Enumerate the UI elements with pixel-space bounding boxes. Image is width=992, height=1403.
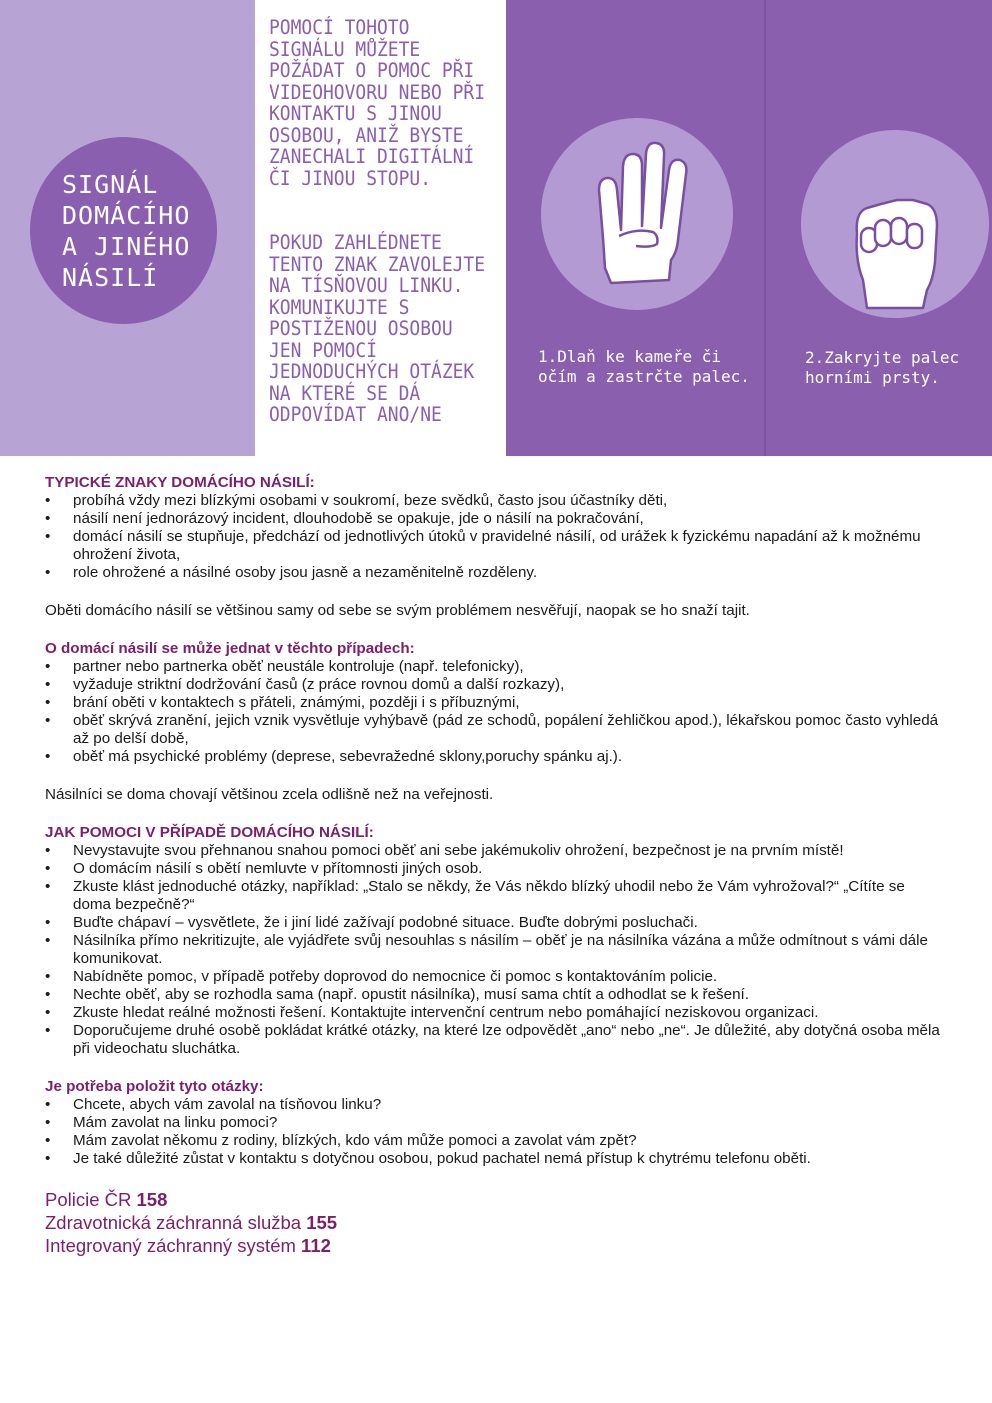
list-item: • Nechte oběť, aby se rozhodla sama (např. opustit násilníka), musí sama chtít a odhodlat se k řešení. — [45, 986, 945, 1004]
contact-number: 112 — [301, 1235, 331, 1256]
list-item: • Chcete, abych vám zavolal na tísňovou linku? — [45, 1096, 945, 1114]
list-item: • Násilníka přímo nekritizujte, ale vyjádřete svůj nesouhlas s násilím – oběť je na násilníka vázána a může odmítnout s vámi dále komunikovat. — [45, 932, 945, 968]
list-item: • Doporučujeme druhé osobě pokládat krátké otázky, na které lze odpovědět „ano“ nebo „ne“. Je důležité, aby dotyčná osoba měla při videochatu sluchátka. — [45, 1022, 945, 1058]
signal-banner — [0, 0, 992, 456]
contact-rescue-system — [45, 1234, 945, 1257]
banner-title: SIGNÁL DOMÁCÍHO A JINÉHO NÁSILÍ — [62, 169, 191, 292]
list-item: • Nabídněte pomoc, v případě potřeby doprovod do nemocnice či pomoc s kontaktováním policie. — [45, 968, 945, 986]
list-item: • oběť má psychické problémy (deprese, sebevražedné sklony,poruchy spánku aj.). — [45, 748, 945, 766]
contact-label: Integrovaný záchranný systém — [45, 1235, 296, 1256]
contact-number: 155 — [306, 1212, 338, 1233]
list-item: • Buďte chápaví – vysvětlete, že i jiní lidé zažívají podobné situace. Buďte dobrými posluchači. — [45, 914, 945, 932]
list-item: • Zkuste hledat reálné možnosti řešení. Kontaktujte intervenční centrum nebo pomáhající neziskovou organizaci. — [45, 1004, 945, 1022]
list-item: • vyžaduje striktní dodržování časů (z práce rovnou domů a další rozkazy), — [45, 676, 945, 694]
list-item: • Nevystavujte svou přehnanou snahou pomoci oběť ani sebe jakémukoliv ohrožení, bezpečnost je na prvním místě! — [45, 842, 945, 860]
contact-police — [45, 1188, 945, 1211]
emergency-numbers — [45, 1188, 945, 1257]
contact-label: Policie ČR — [45, 1189, 132, 1210]
list-item: • násilí není jednorázový incident, dlouhodobě se opakuje, jde o násilí na pokračování, — [45, 510, 945, 528]
list-item: • oběť skrývá zranění, jejich vznik vysvětluje vyhýbavě (pád ze schodů, popálení žehličkou apod.), lékařskou pomoc často vyhledá až po delší době, — [45, 712, 945, 748]
contact-number: 158 — [136, 1189, 168, 1210]
closed-fist-hand-icon — [801, 130, 989, 318]
help-heading: JAK POMOCI V PŘÍPADĚ DOMÁCÍHO NÁSILÍ: — [45, 824, 374, 841]
contact-ambulance — [45, 1211, 945, 1234]
open-palm-hand-icon — [541, 118, 733, 310]
banner-middle-panel — [255, 0, 506, 456]
cases-heading: O domácí násilí se může jednat v těchto případech: — [45, 640, 415, 657]
signs-heading: TYPICKÉ ZNAKY DOMÁCÍHO NÁSILÍ: — [45, 474, 315, 491]
list-item: • Mám zavolat někomu z rodiny, blízkých, kdo vám může pomoci a zavolat vám zpět? — [45, 1132, 945, 1150]
banner-left-panel — [0, 0, 255, 456]
list-item: • Je také důležité zůstat v kontaktu s dotyčnou osobou, pokud pachatel nemá přístup k chytrému telefonu oběti. — [45, 1150, 945, 1168]
list-item: • brání oběti v kontaktech s přáteli, známými, později i s příbuznými, — [45, 694, 945, 712]
cases-list — [45, 658, 945, 766]
signs-list — [45, 492, 945, 582]
main-content — [45, 474, 945, 1257]
questions-heading: Je potřeba položit tyto otázky: — [45, 1078, 264, 1095]
list-item: • role ohrožené a násilné osoby jsou jasně a nezaměnitelně rozděleny. — [45, 564, 945, 582]
list-item: • probíhá vždy mezi blízkými osobami v soukromí, beze svědků, často jsou účastníky děti, — [45, 492, 945, 510]
banner-intro-text: POMOCÍ TOHOTO SIGNÁLU MŮŽETE POŽÁDAT O POMOC PŘI VIDEOHOVORU NEBO PŘI KONTAKTU S JINOU OSOBOU, ANIŽ BYSTE ZANECHALI DIGITÁLNÍ ČI JINOU STOPU. — [269, 16, 486, 190]
list-item: • partner nebo partnerka oběť neustále kontroluje (např. telefonicky), — [45, 658, 945, 676]
step-divider — [764, 0, 766, 456]
list-item: • O domácím násilí s obětí nemluvte v přítomnosti jiných osob. — [45, 860, 945, 878]
victims-note: Oběti domácího násilí se většinou samy od sebe se svým problémem nesvěřují, naopak se ho snaží tajit. — [45, 602, 750, 619]
list-item: • Zkuste klást jednoduché otázky, například: „Stalo se někdy, že Vás někdo blízký uhodil nebo že Vám vyhrožoval?“ „Cítíte se doma bezpečně?“ — [45, 878, 945, 914]
questions-list — [45, 1096, 945, 1168]
step-2-caption: 2.Zakryjte palec horními prsty. — [805, 348, 960, 387]
contact-label: Zdravotnická záchranná služba — [45, 1212, 302, 1233]
banner-advice-text: POKUD ZAHLÉDNETE TENTO ZNAK ZAVOLEJTE NA TÍSŇOVOU LINKU. KOMUNIKUJTE S POSTIŽENOU OSOBOU JEN POMOCÍ JEDNODUCHÝCH OTÁZEK NA KTERÉ SE DÁ ODPOVÍDAT ANO/NE — [269, 231, 486, 426]
abusers-note: Násilníci se doma chovají většinou zcela odlišně než na veřejnosti. — [45, 786, 494, 803]
help-list — [45, 842, 945, 1058]
list-item: • domácí násilí se stupňuje, předchází od jednotlivých útoků v pravidelné násilí, od urážek k fyzickému napadání až k možnému ohrožení života, — [45, 528, 945, 564]
step-1-caption: 1.Dlaň ke kameře či očím a zastrčte palec. — [538, 347, 750, 386]
list-item: • Mám zavolat na linku pomoci? — [45, 1114, 945, 1132]
title-circle — [30, 137, 217, 324]
